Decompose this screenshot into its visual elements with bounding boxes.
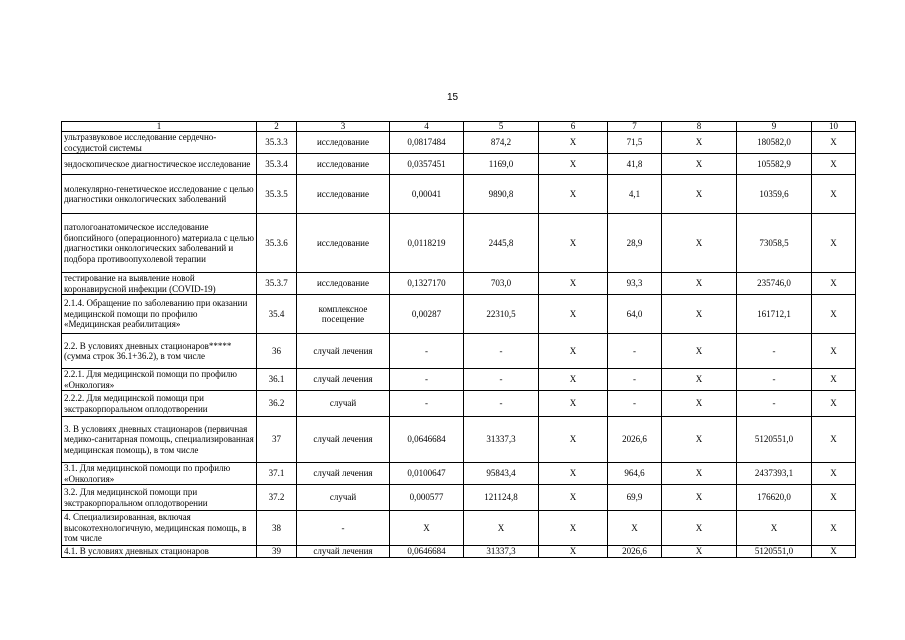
table-cell: 964,6 — [608, 463, 662, 485]
table-cell: - — [608, 369, 662, 391]
row-label-cell: 2.2. В условиях дневных стационаров***** (сумма строк 36.1+36.2), в том числе — [62, 334, 257, 369]
table-cell: 105582,9 — [737, 154, 812, 175]
header-cell: 2 — [257, 122, 297, 132]
table-cell: Х — [812, 511, 856, 546]
table-cell: Х — [812, 334, 856, 369]
table-cell: Х — [812, 391, 856, 417]
table-cell: 0,0646684 — [390, 546, 464, 558]
table-cell: 0,0817484 — [390, 132, 464, 154]
table-cell: Х — [464, 511, 539, 546]
table-cell: 36 — [257, 334, 297, 369]
table-cell: Х — [539, 334, 608, 369]
table-cell: Х — [539, 295, 608, 334]
table-cell: Х — [662, 546, 737, 558]
table-cell: 703,0 — [464, 273, 539, 295]
table-cell: 121124,8 — [464, 485, 539, 511]
table-cell: Х — [812, 546, 856, 558]
header-cell: 8 — [662, 122, 737, 132]
table-cell: 37.1 — [257, 463, 297, 485]
row-label-cell: 2.2.2. Для медицинской помощи при экстракорпоральном оплодотворении — [62, 391, 257, 417]
table-cell: 0,0118219 — [390, 214, 464, 273]
table-cell: Х — [662, 417, 737, 463]
table-cell: 28,9 — [608, 214, 662, 273]
table-cell: Х — [539, 273, 608, 295]
table-cell: 5120551,0 — [737, 546, 812, 558]
table-cell: 95843,4 — [464, 463, 539, 485]
table-cell: исследование — [297, 132, 390, 154]
table-cell: 37 — [257, 417, 297, 463]
header-cell: 4 — [390, 122, 464, 132]
table-cell: Х — [812, 154, 856, 175]
table-cell: Х — [662, 214, 737, 273]
table-cell: Х — [662, 485, 737, 511]
table-cell: Х — [539, 175, 608, 214]
table-cell: Х — [737, 511, 812, 546]
row-label-cell: 3.1. Для медицинской помощи по профилю «Онкология» — [62, 463, 257, 485]
table-cell: 93,3 — [608, 273, 662, 295]
table-cell: 10359,6 — [737, 175, 812, 214]
table-cell: Х — [539, 214, 608, 273]
table-row — [62, 369, 856, 391]
table-cell: Х — [539, 463, 608, 485]
table-cell: Х — [812, 485, 856, 511]
table-cell: 37.2 — [257, 485, 297, 511]
row-label-cell: тестирование на выявление новой коронавирусной инфекции (COVID-19) — [62, 273, 257, 295]
table-cell: 22310,5 — [464, 295, 539, 334]
table-cell: Х — [390, 511, 464, 546]
row-label-cell: молекулярно-генетическое исследование с целью диагностики онкологических заболеваний — [62, 175, 257, 214]
table-cell: 35.3.3 — [257, 132, 297, 154]
row-label-cell: 2.1.4. Обращение по заболеванию при оказании медицинской помощи по профилю «Медицинская реабилитация» — [62, 295, 257, 334]
table-cell: 0,0646684 — [390, 417, 464, 463]
table-cell: - — [390, 369, 464, 391]
table-cell: 71,5 — [608, 132, 662, 154]
table-cell: комплексное посещение — [297, 295, 390, 334]
header-cell: 7 — [608, 122, 662, 132]
table-cell: 2026,6 — [608, 417, 662, 463]
table-row — [62, 154, 856, 175]
table-cell: 0,00287 — [390, 295, 464, 334]
table-cell: - — [464, 391, 539, 417]
table-cell: случай лечения — [297, 369, 390, 391]
table-row — [62, 295, 856, 334]
row-label-cell: 2.2.1. Для медицинской помощи по профилю «Онкология» — [62, 369, 257, 391]
table-cell: 1169,0 — [464, 154, 539, 175]
table-cell: Х — [539, 132, 608, 154]
table-cell: 5120551,0 — [737, 417, 812, 463]
table-row — [62, 417, 856, 463]
table-cell: - — [464, 334, 539, 369]
table-cell: 2026,6 — [608, 546, 662, 558]
table-cell: Х — [812, 463, 856, 485]
table-cell: 31337,3 — [464, 417, 539, 463]
table-cell: Х — [539, 417, 608, 463]
table-cell: исследование — [297, 273, 390, 295]
table-cell: 2445,8 — [464, 214, 539, 273]
table-cell: Х — [812, 175, 856, 214]
header-cell: 5 — [464, 122, 539, 132]
table-cell: 0,0100647 — [390, 463, 464, 485]
table-row — [62, 175, 856, 214]
table-cell: - — [390, 391, 464, 417]
header-cell: 1 — [62, 122, 257, 132]
table-cell: Х — [539, 511, 608, 546]
table-cell: 35.3.5 — [257, 175, 297, 214]
table-cell: случай — [297, 391, 390, 417]
table-cell: Х — [662, 175, 737, 214]
table-cell: Х — [812, 369, 856, 391]
table-cell: исследование — [297, 214, 390, 273]
table-cell: Х — [662, 295, 737, 334]
table-cell: 176620,0 — [737, 485, 812, 511]
table-cell: 36.2 — [257, 391, 297, 417]
table-cell: Х — [539, 391, 608, 417]
row-label-cell: патологоанатомическое исследование биопсийного (операционного) материала с целью диагностики онкологических заболеваний и подбора противоопухолевой терапии — [62, 214, 257, 273]
table-cell: Х — [608, 511, 662, 546]
table-cell: 2437393,1 — [737, 463, 812, 485]
table-cell: - — [390, 334, 464, 369]
table-cell: Х — [812, 417, 856, 463]
table-cell: 0,00041 — [390, 175, 464, 214]
table-cell: Х — [662, 154, 737, 175]
table-cell: Х — [662, 391, 737, 417]
table-cell: 235746,0 — [737, 273, 812, 295]
table-cell: Х — [662, 132, 737, 154]
table-cell: - — [608, 391, 662, 417]
table-cell: 38 — [257, 511, 297, 546]
table-cell: Х — [539, 546, 608, 558]
table-cell: Х — [812, 295, 856, 334]
table-cell: Х — [539, 154, 608, 175]
table-cell: 39 — [257, 546, 297, 558]
table-header-row — [62, 122, 856, 132]
table-cell: 69,9 — [608, 485, 662, 511]
table-cell: случай лечения — [297, 463, 390, 485]
table-cell: - — [737, 391, 812, 417]
table-cell: 0,000577 — [390, 485, 464, 511]
table-cell: - — [608, 334, 662, 369]
table-row — [62, 132, 856, 154]
table-cell: - — [297, 511, 390, 546]
table-cell: 4,1 — [608, 175, 662, 214]
table-cell: исследование — [297, 175, 390, 214]
table-cell: случай лечения — [297, 334, 390, 369]
table-cell: 0,1327170 — [390, 273, 464, 295]
table-cell: - — [737, 369, 812, 391]
table-cell: Х — [662, 334, 737, 369]
table-cell: 161712,1 — [737, 295, 812, 334]
row-label-cell: эндоскопическое диагностическое исследование — [62, 154, 257, 175]
table-cell: Х — [812, 132, 856, 154]
row-label-cell: 3.2. Для медицинской помощи при экстракорпоральном оплодотворении — [62, 485, 257, 511]
table-cell: Х — [662, 369, 737, 391]
table-cell: случай лечения — [297, 546, 390, 558]
table-cell: 35.3.7 — [257, 273, 297, 295]
row-label-cell: 4.1. В условиях дневных стационаров — [62, 546, 257, 558]
header-cell: 6 — [539, 122, 608, 132]
table-cell: Х — [539, 369, 608, 391]
header-cell: 3 — [297, 122, 390, 132]
table-row — [62, 546, 856, 558]
header-cell: 10 — [812, 122, 856, 132]
table-cell: Х — [812, 273, 856, 295]
table-row — [62, 334, 856, 369]
tariff-table — [61, 121, 856, 558]
table-row — [62, 391, 856, 417]
table-cell: - — [464, 369, 539, 391]
table-row — [62, 463, 856, 485]
table-cell: 36.1 — [257, 369, 297, 391]
table-cell: Х — [539, 485, 608, 511]
table-cell: 874,2 — [464, 132, 539, 154]
table-row — [62, 511, 856, 546]
table-cell: 31337,3 — [464, 546, 539, 558]
table-row — [62, 273, 856, 295]
table-row — [62, 214, 856, 273]
row-label-cell: ультразвуковое исследование сердечно-сосудистой системы — [62, 132, 257, 154]
row-label-cell: 3. В условиях дневных стационаров (первичная медико-санитарная помощь, специализированная медицинская помощь), в том числе — [62, 417, 257, 463]
page-number: 15 — [446, 92, 459, 103]
table-cell: 35.3.6 — [257, 214, 297, 273]
row-label-cell: 4. Специализированная, включая высокотехнологичную, медицинская помощь, в том числе — [62, 511, 257, 546]
table-cell: 35.3.4 — [257, 154, 297, 175]
table-row — [62, 485, 856, 511]
table-cell: Х — [662, 463, 737, 485]
table-cell: Х — [662, 273, 737, 295]
table-cell: 0,0357451 — [390, 154, 464, 175]
table-cell: Х — [812, 214, 856, 273]
table-cell: случай лечения — [297, 417, 390, 463]
table-cell: 64,0 — [608, 295, 662, 334]
table-cell: 35.4 — [257, 295, 297, 334]
header-cell: 9 — [737, 122, 812, 132]
table-cell: случай — [297, 485, 390, 511]
table-cell: 180582,0 — [737, 132, 812, 154]
table-cell: Х — [662, 511, 737, 546]
table-cell: 73058,5 — [737, 214, 812, 273]
table-cell: - — [737, 334, 812, 369]
table-cell: 41,8 — [608, 154, 662, 175]
table-cell: исследование — [297, 154, 390, 175]
table-cell: 9890,8 — [464, 175, 539, 214]
